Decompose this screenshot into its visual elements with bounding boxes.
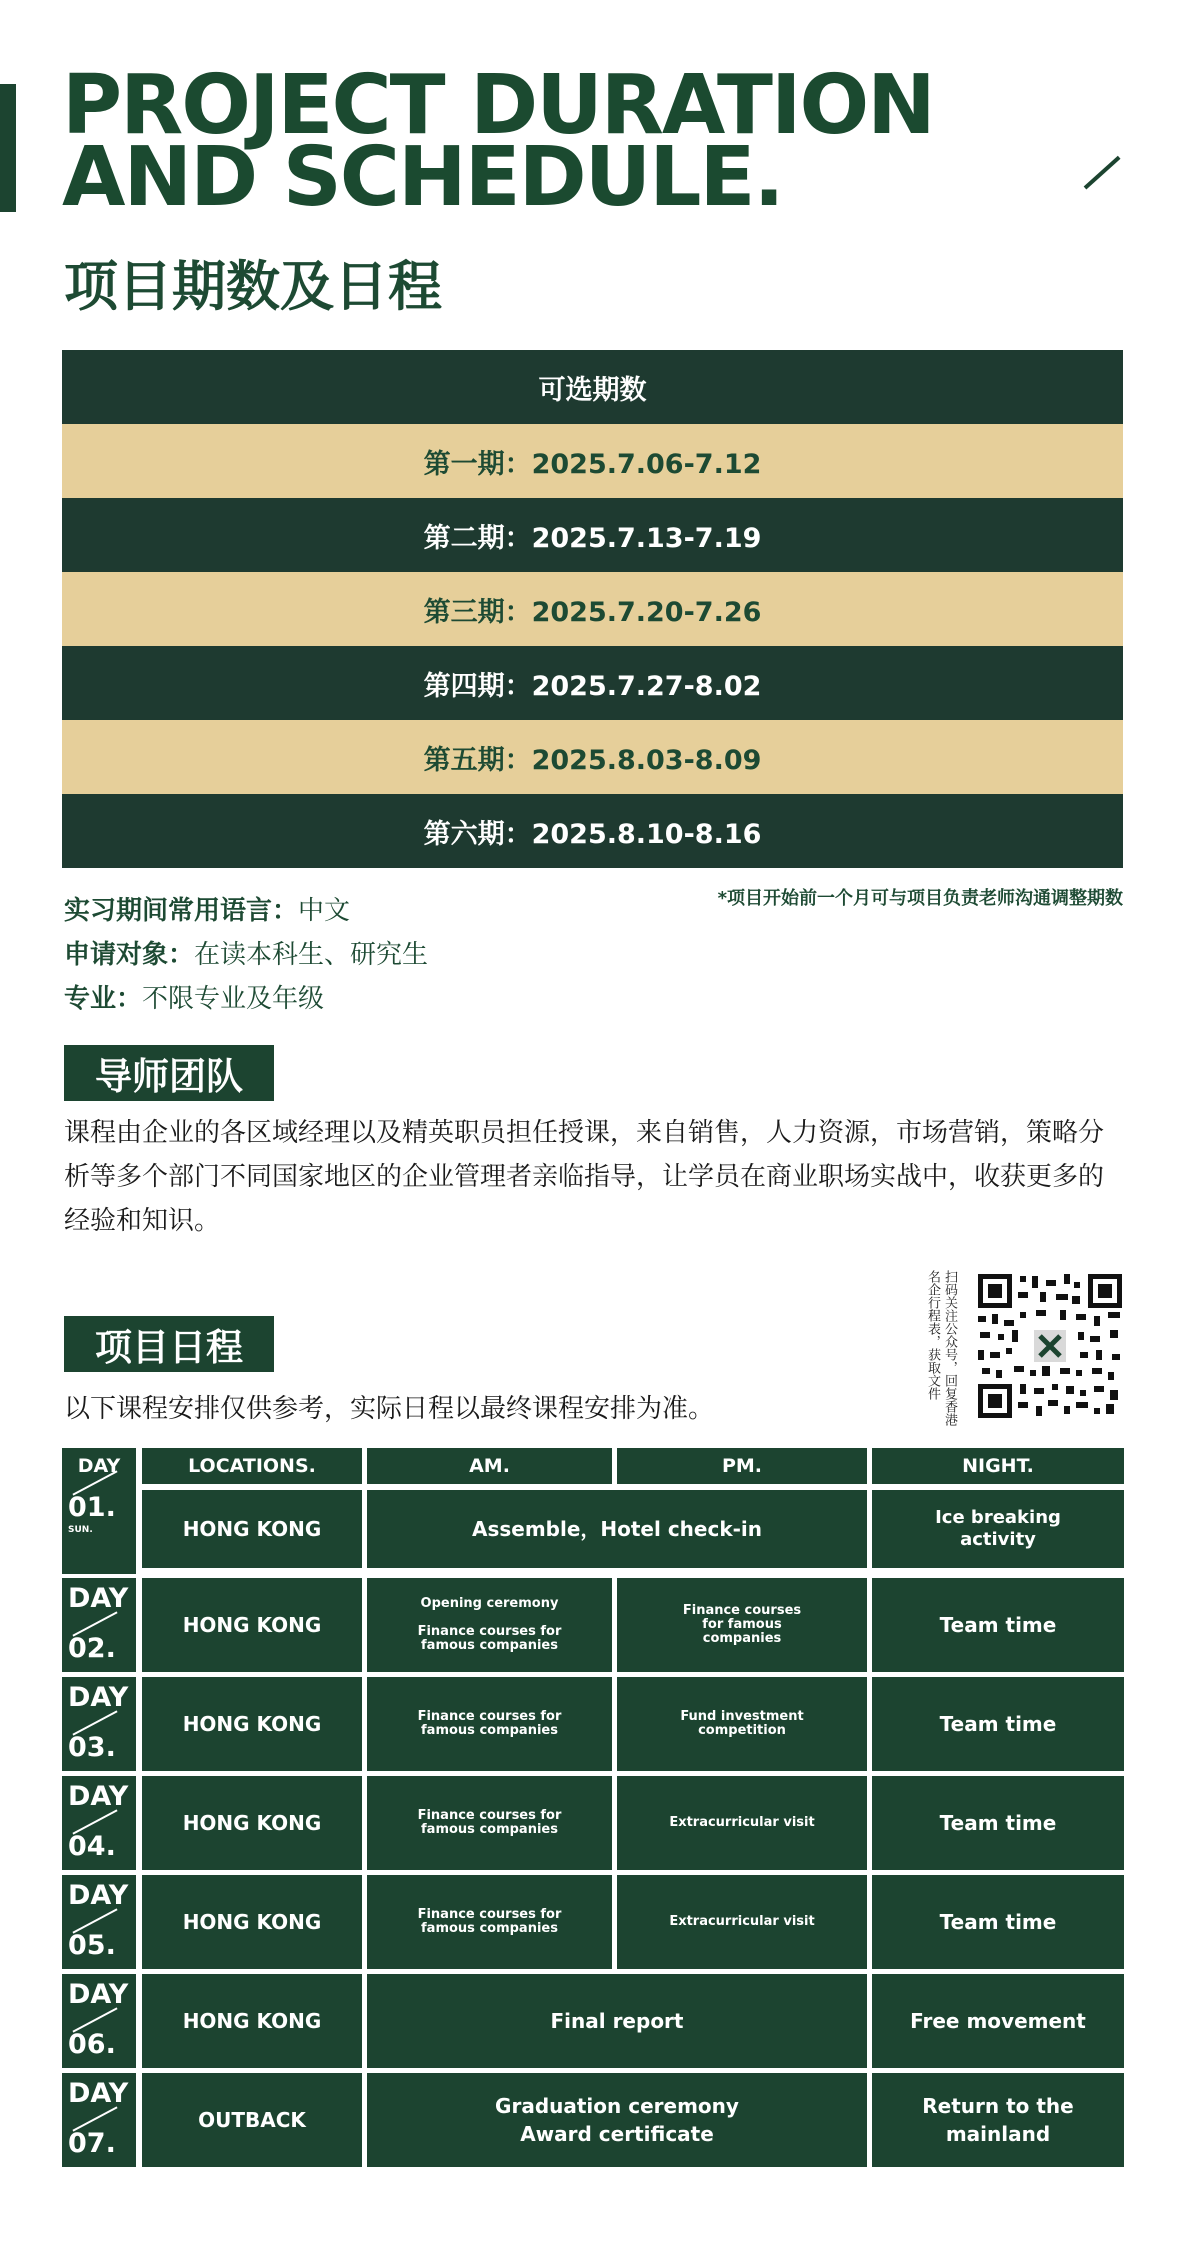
info-target: [64, 934, 428, 971]
header-night: NIGHT.: [872, 1448, 1124, 1484]
day-word: DAY: [68, 2078, 129, 2109]
qr-code[interactable]: [976, 1272, 1124, 1420]
day-word: DAY: [68, 1781, 129, 1812]
qr-caption: 扫码关注公众号，回复香港名企行程表，获取文件: [925, 1270, 957, 1426]
title-line-2: AND SCHEDULE.: [62, 130, 783, 225]
info-major-label: 专业：: [64, 984, 143, 1014]
info-language: [64, 890, 350, 927]
day2-am: [367, 1578, 612, 1672]
info-target-label: 申请对象：: [64, 940, 195, 970]
day2-pm: Finance courses for famous companies: [617, 1578, 867, 1672]
period-note: *项目开始前一个月可与项目负责老师沟通调整期数: [717, 888, 1123, 909]
header-pm: PM.: [617, 1448, 867, 1484]
day6-am-pm: Final report: [367, 1974, 867, 2068]
day3-pm: Fund investment competition: [617, 1677, 867, 1771]
day3-night: Team time: [872, 1677, 1124, 1771]
day3-am: Finance courses for famous companies: [367, 1677, 612, 1771]
day-number: 05.: [68, 1930, 116, 1961]
day6-location: HONG KONG: [142, 1974, 362, 2068]
day5-cell: [62, 1875, 136, 1969]
day5-pm: Extracurricular visit: [617, 1875, 867, 1969]
day4-location: HONG KONG: [142, 1776, 362, 1870]
page-title: [62, 58, 934, 225]
title-line-1: PROJECT DURATION: [62, 58, 934, 153]
day5-night: Team time: [872, 1875, 1124, 1969]
periods-header: 可选期数: [62, 350, 1123, 424]
period-row: 第六期：2025.8.10-8.16: [62, 794, 1123, 868]
schedule-section-tag: 项目日程: [64, 1316, 274, 1372]
day4-night: Team time: [872, 1776, 1124, 1870]
period-row: 第一期：2025.7.06-7.12: [62, 424, 1123, 498]
page-subtitle: 项目期数及日程: [64, 255, 442, 318]
day7-am-pm-line2: Award certificate: [520, 2122, 714, 2146]
day3-location: HONG KONG: [142, 1677, 362, 1771]
day-number: 01.: [68, 1492, 116, 1523]
header-am: AM.: [367, 1448, 612, 1484]
day-word: DAY: [68, 1682, 129, 1713]
day1-location: HONG KONG: [142, 1490, 362, 1568]
day4-pm: Extracurricular visit: [617, 1776, 867, 1870]
day2-cell: [62, 1578, 136, 1672]
day-weekday: SUN.: [68, 1525, 93, 1535]
info-major: [64, 978, 324, 1015]
info-language-value: 中文: [298, 896, 351, 926]
day4-cell: [62, 1776, 136, 1870]
day6-cell: [62, 1974, 136, 2068]
day7-am-pm-line1: Graduation ceremony: [495, 2094, 739, 2118]
day3-cell: [62, 1677, 136, 1771]
day5-am: Finance courses for famous companies: [367, 1875, 612, 1969]
mentor-description: 课程由企业的各区域经理以及精英职员担任授课，来自销售，人力资源，市场营销，策略分析等多个部门不同国家地区的企业管理者亲临指导，让学员在商业职场实战中，收获更多的经验和知识。: [64, 1118, 1105, 1236]
day2-am-line1: Opening ceremony: [420, 1596, 559, 1611]
decorative-slash: [1084, 156, 1121, 190]
info-language-label: 实习期间常用语言：: [64, 896, 299, 926]
day-number: 04.: [68, 1831, 116, 1862]
info-major-value: 不限专业及年级: [142, 984, 325, 1014]
day-word: DAY: [68, 1880, 129, 1911]
mentor-section-tag: 导师团队: [64, 1045, 274, 1101]
day1-am-pm: Assemble，Hotel check-in: [367, 1490, 867, 1568]
day-word: DAY: [68, 1979, 129, 2010]
day-number: 03.: [68, 1732, 116, 1763]
day7-am-pm: [367, 2073, 867, 2167]
day-word: DAY: [68, 1583, 129, 1614]
day5-location: HONG KONG: [142, 1875, 362, 1969]
day2-night: Team time: [872, 1578, 1124, 1672]
accent-bar: [0, 84, 16, 212]
period-row: 第四期：2025.7.27-8.02: [62, 646, 1123, 720]
day-number: 02.: [68, 1633, 116, 1664]
day2-location: HONG KONG: [142, 1578, 362, 1672]
day-number: 07.: [68, 2128, 116, 2159]
day7-location: OUTBACK: [142, 2073, 362, 2167]
day6-night: Free movement: [872, 1974, 1124, 2068]
day7-cell: [62, 2073, 136, 2167]
day1-night: Ice breaking activity: [872, 1490, 1124, 1568]
period-row: 第五期：2025.8.03-8.09: [62, 720, 1123, 794]
day4-am: Finance courses for famous companies: [367, 1776, 612, 1870]
day7-night: Return to the mainland: [872, 2073, 1124, 2167]
day1-day-label: DAY: [62, 1448, 136, 1484]
header-locations: LOCATIONS.: [142, 1448, 362, 1484]
info-target-value: 在读本科生、研究生: [194, 940, 429, 970]
schedule-description: 以下课程安排仅供参考，实际日程以最终课程安排为准。: [64, 1394, 715, 1424]
period-row: 第三期：2025.7.20-7.26: [62, 572, 1123, 646]
period-row: 第二期：2025.7.13-7.19: [62, 498, 1123, 572]
day-number: 06.: [68, 2029, 116, 2060]
day2-am-line2: Finance courses for famous companies: [417, 1624, 562, 1653]
day1-cell: [62, 1484, 136, 1574]
periods-table: [62, 350, 1123, 868]
